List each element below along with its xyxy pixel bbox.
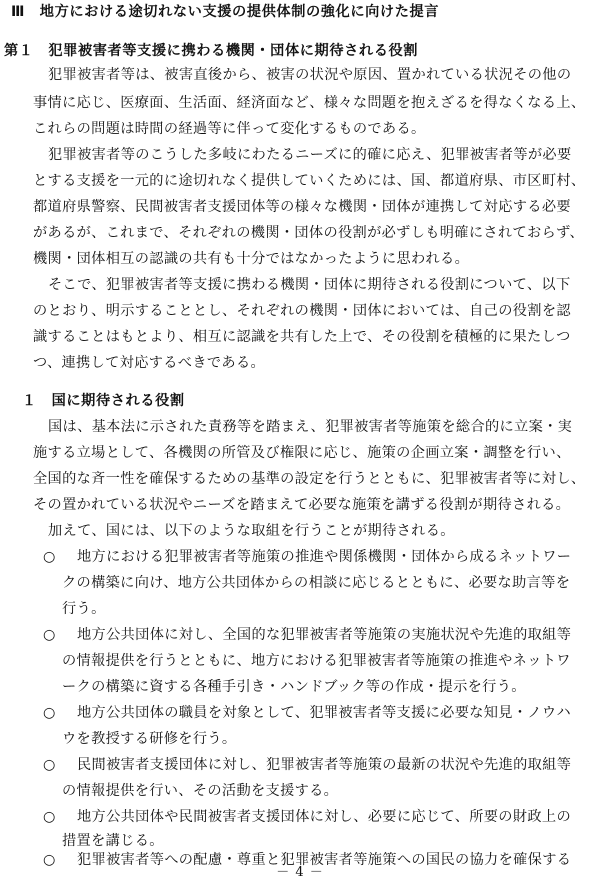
paragraph-line: これらの問題は時間の経過等に伴って変化するものである。 (33, 121, 426, 137)
paragraph-line: 犯罪被害者等のこうした多岐にわたるニーズに的確に応え、犯罪被害者等が必要 (48, 147, 572, 163)
bullet-line: 行う。 (62, 601, 106, 617)
paragraph-line: 施する立場として、各機関の所管及び権限に応じ、施策の企画立案・調整を行い、 (33, 445, 571, 461)
bullet-line: 地方公共団体の職員を対象として、犯罪被害者等支援に必要な知見・ノウハ (77, 705, 571, 721)
paragraph-line: 識することはもとより、相互に認識を共有した上で、その役割を積極的に果たしつ (33, 329, 571, 345)
bullet-marker: ○ (43, 757, 56, 773)
bullet-marker: ○ (43, 809, 56, 825)
bullet-marker: ○ (43, 627, 56, 643)
bullet-marker: ○ (43, 852, 56, 868)
bullet-line: ークの構築に資する各種手引き・ハンドブック等の作成・提示を行う。 (62, 679, 526, 695)
paragraph-line: 全国的な斉一性を確保するための基準の設定を行うとともに、犯罪被害者等に対し、 (33, 471, 586, 487)
bullet-line: クの構築に向け、地方公共団体からの相談に応じるとともに、必要な助言等を (62, 575, 571, 591)
bullet-line: ウを教授する研修を行う。 (62, 731, 237, 747)
bullet-line: 犯罪被害者等への配慮・尊重と犯罪被害者等施策への国民の協力を確保する (77, 852, 572, 868)
page-number: － 4 － (276, 865, 324, 880)
paragraph-line: そこで、犯罪被害者等支援に携わる機関・団体に期待される役割について、以下 (48, 277, 571, 293)
bullet-marker: ○ (43, 705, 56, 721)
paragraph-line: 都道府県警察、民間被害者支援団体等の様々な機関・団体が連携して対応する必要 (33, 199, 571, 215)
paragraph-line: 国は、基本法に示された責務等を踏まえ、犯罪被害者等施策を総合的に立案・実 (48, 419, 573, 435)
bullet-marker: ○ (43, 549, 56, 565)
bullet-line: の情報提供を行うとともに、地方における犯罪被害者等施策の推進やネットワ (62, 653, 571, 669)
subsection-heading: １ 国に期待される役割 (22, 393, 185, 409)
paragraph-line: その置かれている状況やニーズを踏まえて必要な施策を講ずる役割が期待される。 (33, 497, 571, 513)
paragraph-line: 事情に応じ、医療面、生活面、経済面など、様々な問題を抱えざるを得なくなる上、 (33, 95, 586, 111)
paragraph-line: 機関・団体相互の認識の共有も十分ではなかったように思われる。 (33, 251, 470, 267)
chapter-heading: Ⅲ 地方における途切れない支援の提供体制の強化に向けた提言 (11, 4, 440, 20)
paragraph-line: 犯罪被害者等は、被害直後から、被害の状況や原因、置かれている状況その他の (48, 67, 572, 83)
paragraph-line: があるが、これまで、それぞれの機関・団体の役割が必ずしも明確にされておらず、 (33, 225, 585, 241)
bullet-line: 地方公共団体に対し、全国的な犯罪被害者等施策の実施状況や先進的取組等 (77, 627, 572, 643)
paragraph-line: とする支援を一元的に途切れなく提供していくためには、国、都道府県、市区町村、 (33, 173, 586, 189)
bullet-line: 地方における犯罪被害者等施策の推進や関係機関・団体から成るネットワー (77, 549, 572, 565)
section-heading: 第１ 犯罪被害者等支援に携わる機関・団体に期待される役割 (4, 43, 419, 59)
paragraph-line: つ、連携して対応するべきである。 (33, 355, 266, 371)
subsection-paragraph-2: 加えて、国には、以下のような取組を行うことが期待される。 (48, 523, 455, 539)
bullet-line: 措置を講じる。 (62, 833, 164, 849)
bullet-line: 民間被害者支援団体に対し、犯罪被害者等施策の最新の状況や先進的取組等 (77, 757, 572, 773)
bullet-line: の情報提供を行い、その活動を支援する。 (62, 783, 339, 799)
paragraph-line: のとおり、明示することとし、それぞれの機関・団体においては、自己の役割を認 (33, 303, 571, 319)
bullet-line: 地方公共団体や民間被害者支援団体に対し、必要に応じて、所要の財政上の (77, 809, 571, 825)
